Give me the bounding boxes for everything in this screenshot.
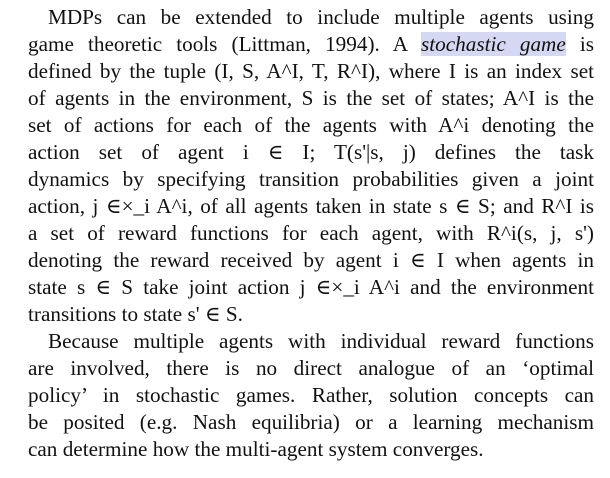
- paragraph-1-line-6: action set of agent i ∈ I; T(s'|s, j) defines the task: [28, 140, 594, 164]
- paragraph-1-line-9: a set of reward functions for each agent, with R^i(s, j, s'): [28, 221, 594, 245]
- paragraph-1-line-10: denoting the reward received by agent i ∈ I when agents in: [28, 248, 594, 272]
- paragraph-2-line-1: Because multiple agents with individual reward functions: [48, 329, 594, 353]
- paragraph-2-line-3: policy’ in stochastic games. Rather, solution concepts can: [28, 383, 594, 407]
- body-text: [28, 4, 594, 463]
- paragraph-1-line-4: of agents in the environment, S is the set of states; A^I is the: [28, 86, 594, 110]
- paragraph-2-line-5: can determine how the multi-agent system converges.: [28, 437, 484, 461]
- paragraph-1-line-1: MDPs can be extended to include multiple agents using: [48, 5, 594, 29]
- paragraph-1-line-12: transitions to state s' ∈ S.: [28, 302, 243, 326]
- highlighted-term[interactable]: stochastic game: [421, 32, 566, 56]
- paragraph-1-line-7: dynamics by specifying transition probabilities given a joint: [28, 167, 594, 191]
- paragraph-2-line-4: be posited (e.g. Nash equilibria) or a learning mechanism: [28, 410, 594, 434]
- paragraph-1-line-8: action, j ∈×_i A^i, of all agents taken in state s ∈ S; and R^I is: [28, 194, 594, 218]
- paragraph-2-line-2: are involved, there is no direct analogue of an ‘optimal: [28, 356, 594, 380]
- paragraph-1-line-2: game theoretic tools (Littman, 1994). A stochastic game is: [28, 32, 595, 56]
- paragraph-1-line-11: state s ∈ S take joint action j ∈×_i A^i and the environment: [28, 275, 594, 299]
- paragraph-1-line-3: defined by the tuple (I, S, A^I, T, R^I), where I is an index set: [28, 59, 594, 83]
- paragraph-1-line-5: set of actions for each of the agents with A^i denoting the: [28, 113, 594, 137]
